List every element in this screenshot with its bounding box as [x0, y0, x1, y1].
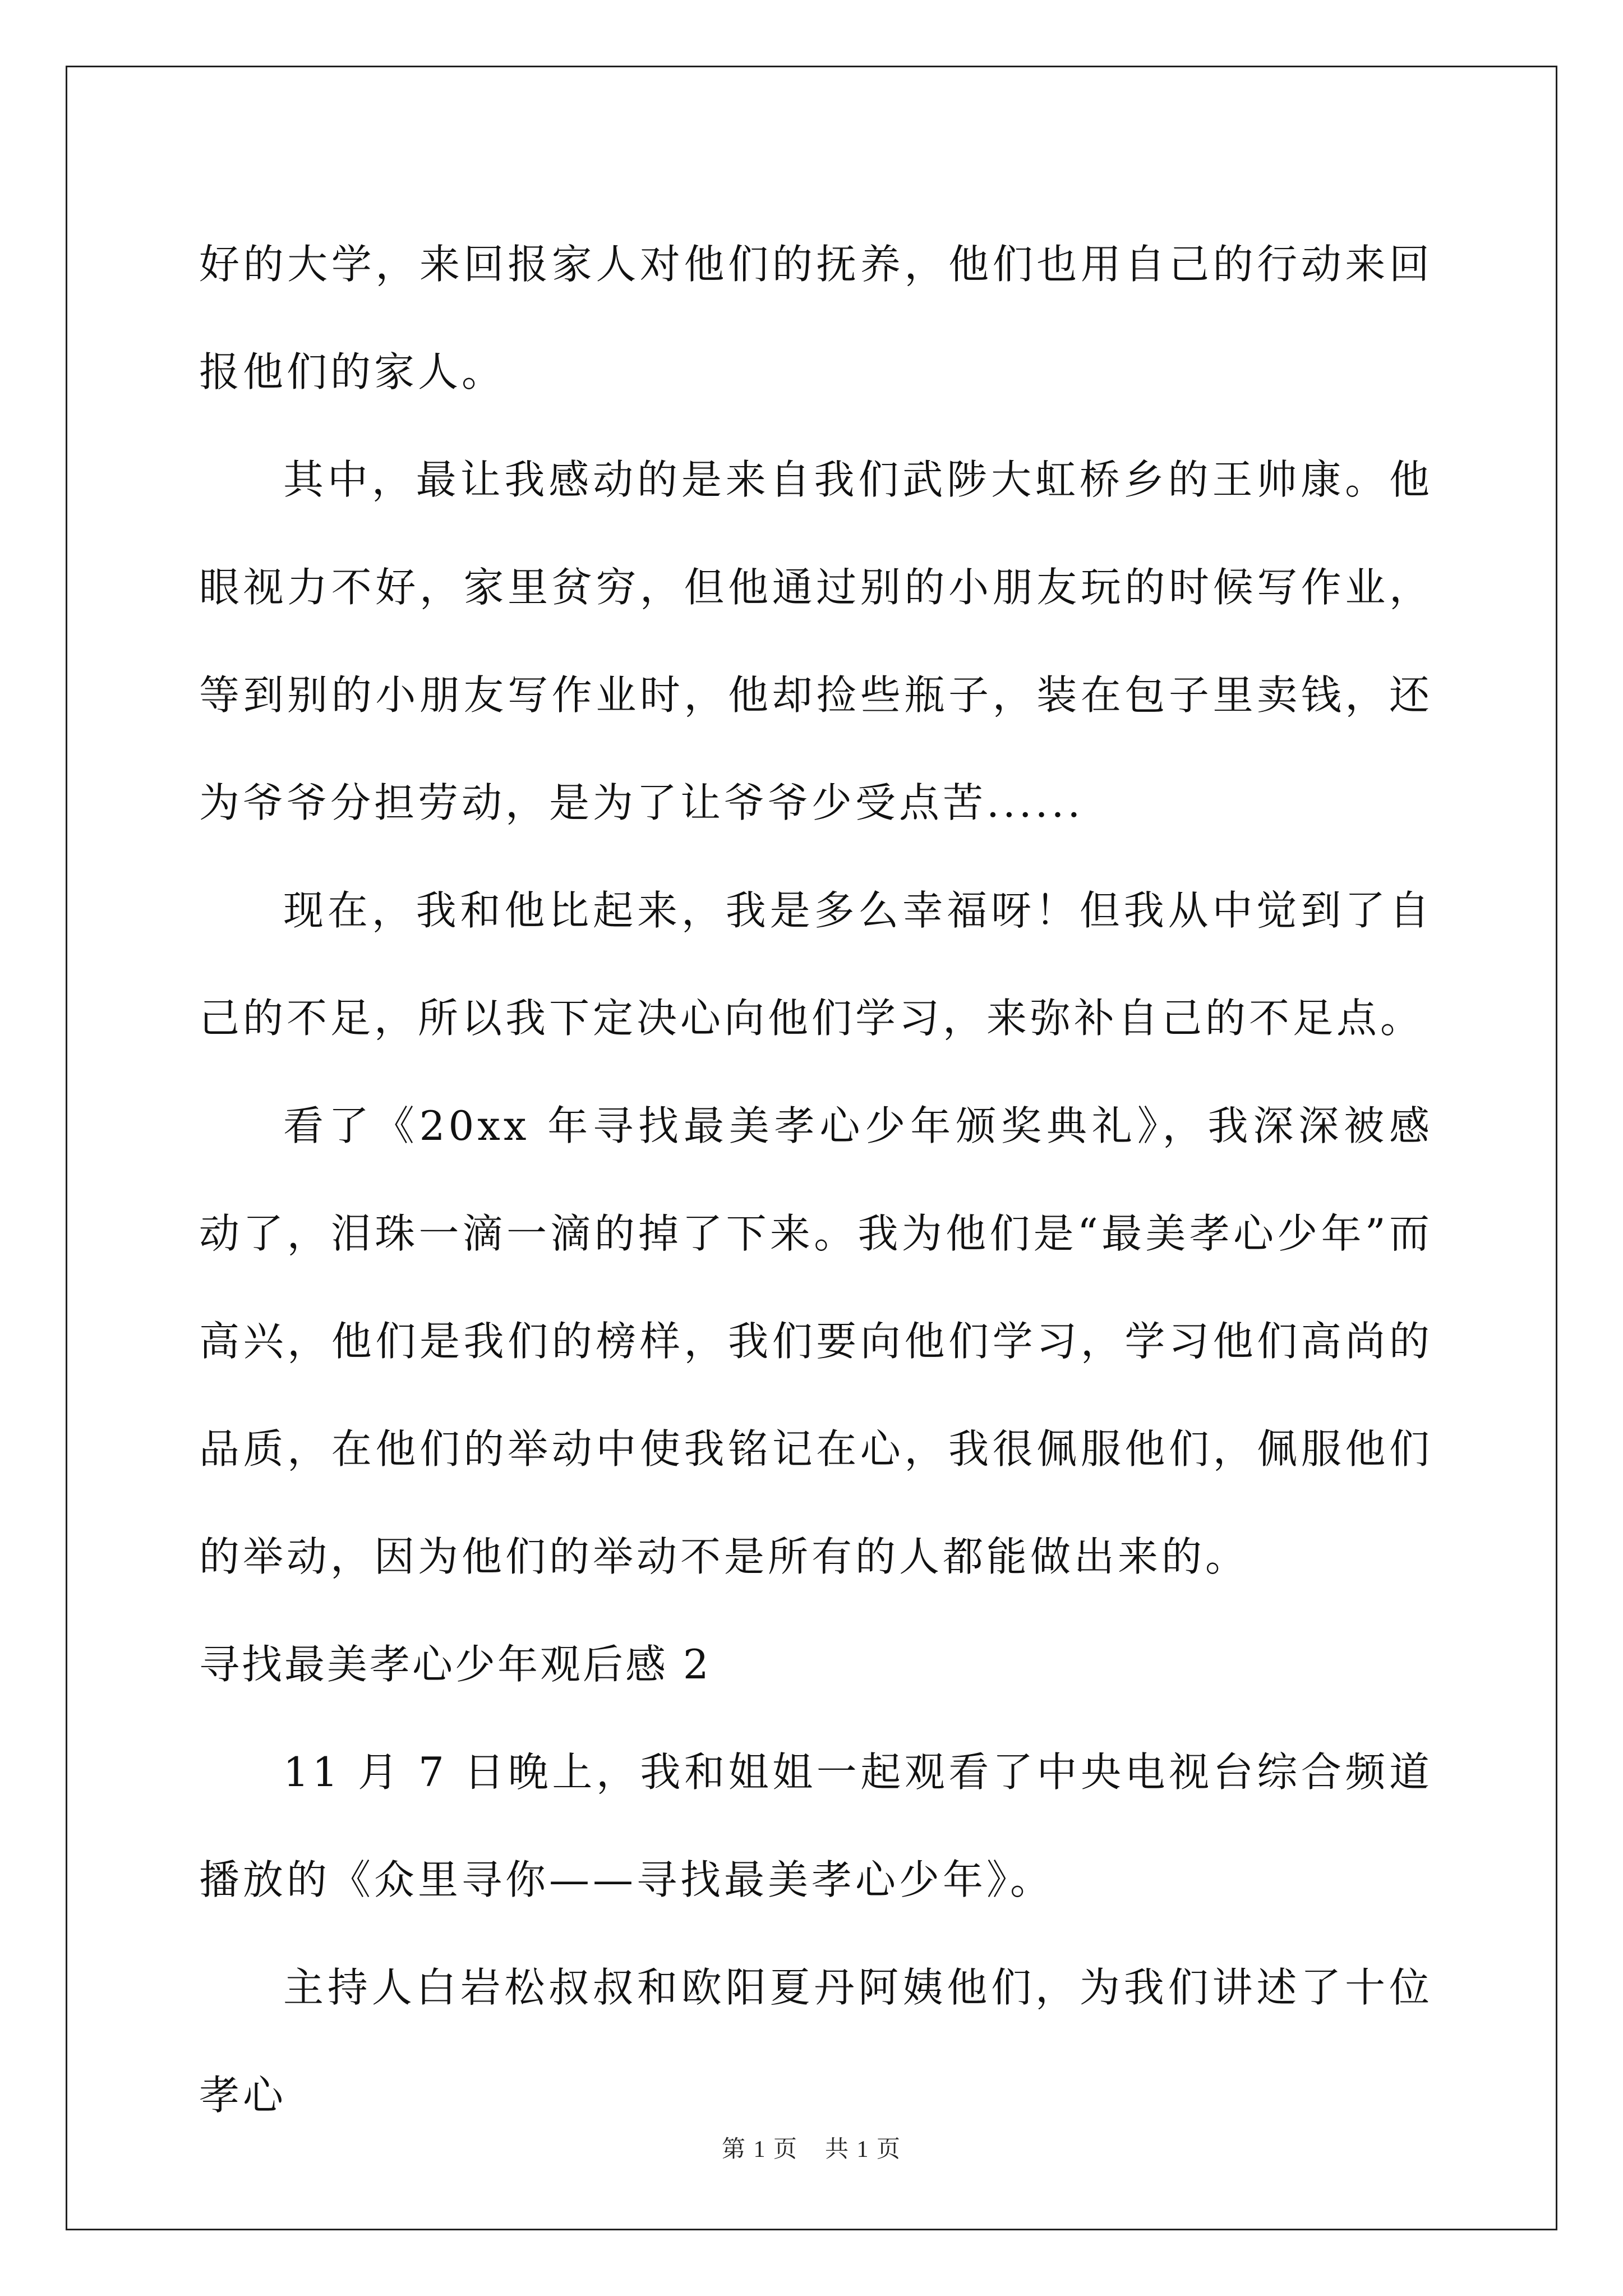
- paragraph-3: 现在，我和他比起来，我是多么幸福呀！但我从中觉到了自己的不足，所以我下定决心向他们学习，来弥补自己的不足点。: [199, 887, 1433, 1042]
- document-body: [199, 210, 1433, 2149]
- page-total: 共 1 页: [825, 2137, 902, 2162]
- paragraph-5: 11 月 7 日晚上，我和姐姐一起观看了中央电视台综合频道播放的《众里寻你——寻找最美孝心少年》。: [199, 1749, 1433, 1903]
- page-footer: [0, 2131, 1623, 2164]
- page-number: 第 1 页: [721, 2137, 798, 2162]
- paragraph-2: 其中，最让我感动的是来自我们武陟大虹桥乡的王帅康。他眼视力不好，家里贫穷，但他通过别的小朋友玩的时候写作业，等到别的小朋友写作业时，他却捡些瓶子，装在包子里卖钱，还为爷爷分担劳动，是为了让爷爷少受点苦......: [199, 456, 1433, 826]
- paragraph-4: 看了《20xx 年寻找最美孝心少年颁奖典礼》，我深深被感动了，泪珠一滴一滴的掉了下来。我为他们是“最美孝心少年”而高兴，他们是我们的榜样，我们要向他们学习，学习他们高尚的品质，在他们的举动中使我铭记在心，我很佩服他们，佩服他们的举动，因为他们的举动不是所有的人都能做出来的。: [199, 1102, 1433, 1580]
- section-heading: 寻找最美孝心少年观后感 2: [199, 1641, 711, 1688]
- paragraph-1: 好的大学，来回报家人对他们的抚养，他们也用自己的行动来回报他们的家人。: [199, 241, 1433, 395]
- paragraph-6: 主持人白岩松叔叔和欧阳夏丹阿姨他们，为我们讲述了十位孝心: [199, 1964, 1433, 2119]
